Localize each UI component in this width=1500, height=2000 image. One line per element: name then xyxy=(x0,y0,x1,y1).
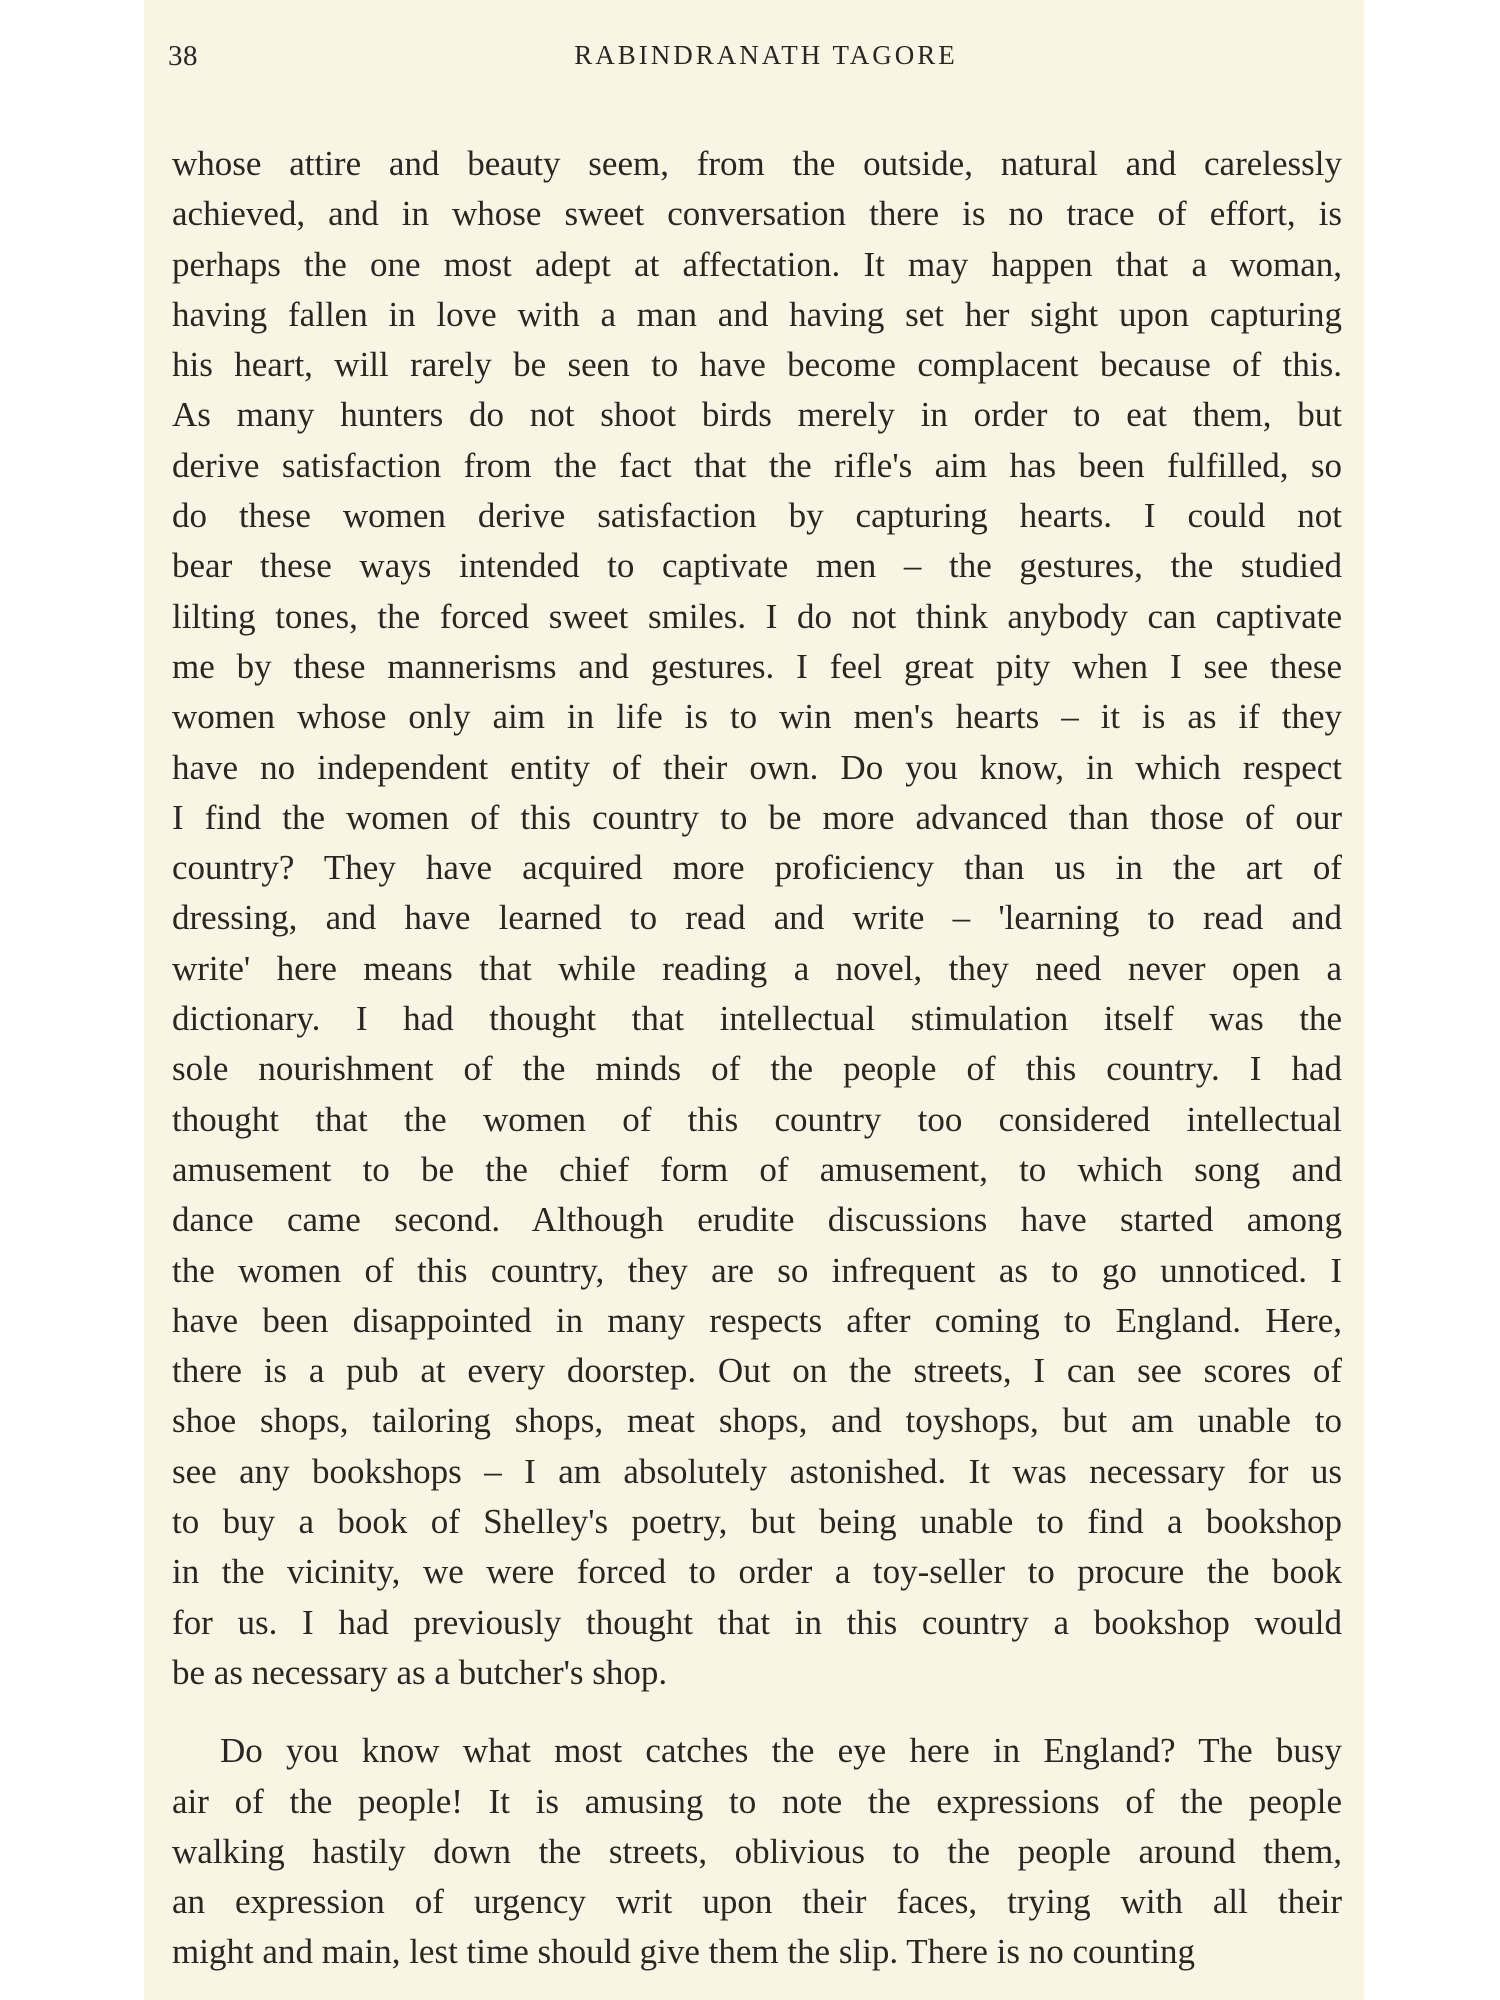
text-line: dictionary. I had thought that intellectual stimulation itself was the xyxy=(172,999,1342,1039)
text-line: having fallen in love with a man and having set her sight upon capturing xyxy=(172,294,1342,334)
text-line: walking hastily down the streets, oblivious to the people around them, xyxy=(172,1831,1342,1871)
text-line: see any bookshops – I am absolutely astonished. It was necessary for us xyxy=(172,1451,1342,1491)
text-line: sole nourishment of the minds of the people of this country. I had xyxy=(172,1049,1342,1089)
paragraph-1 xyxy=(172,139,1342,1698)
text-line: derive satisfaction from the fact that the rifle's aim has been fulfilled, so xyxy=(172,445,1342,485)
text-line: achieved, and in whose sweet conversation there is no trace of effort, is xyxy=(172,194,1342,234)
text-line: Do you know what most catches the eye here in England? The busy xyxy=(220,1731,1342,1771)
text-line: write' here means that while reading a novel, they need never open a xyxy=(172,948,1342,988)
text-line: be as necessary as a butcher's shop. xyxy=(172,1652,668,1692)
book-page xyxy=(144,0,1364,2000)
text-line: lilting tones, the forced sweet smiles. I do not think anybody can captivate xyxy=(172,596,1342,636)
text-line: country? They have acquired more proficiency than us in the art of xyxy=(172,848,1342,888)
paragraph-gap xyxy=(172,1698,1342,1726)
page-number: 38 xyxy=(168,40,198,72)
text-line: there is a pub at every doorstep. Out on the streets, I can see scores of xyxy=(172,1351,1342,1391)
text-line: in the vicinity, we were forced to order a toy-seller to procure the book xyxy=(172,1552,1342,1592)
text-line: I find the women of this country to be more advanced than those of our xyxy=(172,797,1342,837)
text-line: amusement to be the chief form of amusement, to which song and xyxy=(172,1149,1342,1189)
text-line: women whose only aim in life is to win men's hearts – it is as if they xyxy=(172,697,1342,737)
text-line: his heart, will rarely be seen to have become complacent because of this. xyxy=(172,345,1342,385)
text-line: me by these mannerisms and gestures. I feel great pity when I see these xyxy=(172,646,1342,686)
text-line: have no independent entity of their own. Do you know, in which respect xyxy=(172,747,1342,787)
text-line: bear these ways intended to captivate men – the gestures, the studied xyxy=(172,546,1342,586)
text-line: whose attire and beauty seem, from the outside, natural and carelessly xyxy=(172,144,1342,183)
running-head: RABINDRANATH TAGORE xyxy=(574,40,958,70)
text-line: an expression of urgency writ upon their faces, trying with all their xyxy=(172,1882,1342,1922)
text-line: air of the people! It is amusing to note the expressions of the people xyxy=(172,1781,1342,1821)
text-line: have been disappointed in many respects after coming to England. Here, xyxy=(172,1300,1342,1340)
text-line: dressing, and have learned to read and write – 'learning to read and xyxy=(172,898,1342,938)
text-line: for us. I had previously thought that in this country a bookshop would xyxy=(172,1602,1342,1642)
text-line: do these women derive satisfaction by capturing hearts. I could not xyxy=(172,496,1342,536)
text-line: the women of this country, they are so infrequent as to go unnoticed. I xyxy=(172,1250,1342,1290)
body-text xyxy=(172,139,1342,1978)
text-line: thought that the women of this country too considered intellectual xyxy=(172,1099,1342,1139)
text-line: shoe shops, tailoring shops, meat shops, and toyshops, but am unable to xyxy=(172,1401,1342,1441)
text-line: As many hunters do not shoot birds merely in order to eat them, but xyxy=(172,395,1342,435)
paragraph-2 xyxy=(172,1726,1342,1977)
page-header xyxy=(168,40,1364,84)
text-line: dance came second. Although erudite discussions have started among xyxy=(172,1200,1342,1240)
text-line: might and main, lest time should give them the slip. There is no counting xyxy=(172,1932,1195,1972)
text-line: to buy a book of Shelley's poetry, but being unable to find a bookshop xyxy=(172,1502,1342,1542)
text-line: perhaps the one most adept at affectation. It may happen that a woman, xyxy=(172,244,1342,284)
